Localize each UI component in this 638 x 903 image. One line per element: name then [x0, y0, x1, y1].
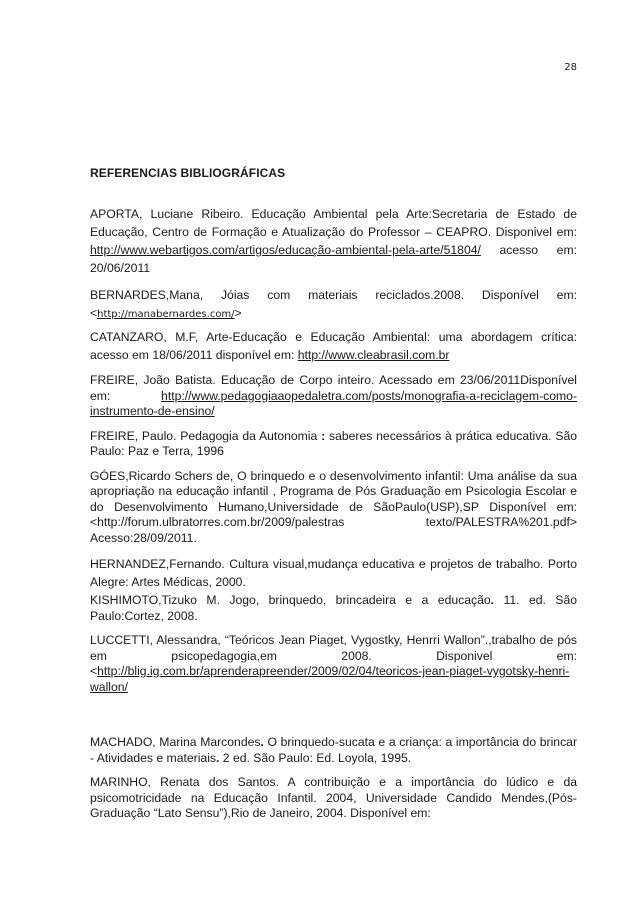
reference-hernandez: HERNANDEZ,Fernando. Cultura visual,mudança educativa e projetos de trabalho. Porto Alegre: Artes Médicas, 2000.	[90, 557, 577, 589]
references-heading: REFERENCIAS BIBLIOGRÁFICAS	[90, 166, 286, 180]
reference-goes: GÓES,Ricardo Schers de, O brinquedo e o desenvolvimento infantil: Uma análise da sua apropriação na educação infantil , Programa de Pós Graduação em Psicologia Escolar e do Desenvolvimento Humano,Universidade de SãoPaulo(USP),SP Disponível em:<http://forum.ulbratorres.com.br/2009/palestras texto/PALESTRA%201.pdf> Acesso:28/09/2011.	[90, 468, 577, 545]
reference-freire-paulo: FREIRE, Paulo. Pedagogia da Autonomia : saberes necessários à prática educativa. São Paulo: Paz e Terra, 1996	[90, 428, 578, 458]
reference-link[interactable]: http://www.webartigos.com/artigos/educação-ambiental-pela-arte/51804/	[90, 243, 481, 257]
reference-marinho: MARINHO, Renata dos Santos. A contribuição e a importância do lúdico e da psicomotricidade na Educação Infantil. 2004, Universidade Candido Mendes,(Pós-Graduação “Lato Sensu”),Rio de Janeiro, 2004. Disponível em:	[90, 775, 577, 820]
reference-link[interactable]: http://www.cleabrasil.com.br	[297, 348, 450, 362]
page-number: 28	[564, 62, 577, 73]
reference-link[interactable]: http://www.pedagogiaaopedaletra.com/posts/monografia-a-reciclagem-como-instrumento-de-ensino/	[90, 388, 577, 418]
reference-link[interactable]: http://blig.ig.com.br/aprenderapreender/2009/02/04/teoricos-jean-piaget-vygotsky-henri-wallon/	[90, 664, 570, 694]
reference-kishimoto: KISHIMOTO,Tizuko M. Jogo, brinquedo, brincadeira e a educação. 11. ed. São Paulo:Cortez, 2008.	[90, 593, 577, 623]
reference-aporta: APORTA, Luciane Ribeiro. Educação Ambiental pela Arte:Secretaria de Estado de Educação, Centro de Formação e Atualização do Professor – CEAPRO. Disponivel em: http://www.webartigos.com/artigos/educação-ambiental-pela-arte/51804/ acesso em: 20/06/2011	[90, 207, 577, 275]
reference-catanzaro: CATANZARO, M.F, Arte-Educação e Educação Ambiental: uma abordagem crítica: acesso em 18/06/2011 disponível em: http://www.cleabrasil.com.br	[90, 330, 577, 362]
reference-link[interactable]: http://manabernardes.com/	[97, 309, 235, 320]
reference-machado: MACHADO, Marina Marcondes. O brinquedo-sucata e a criança: a importância do brincar - Atividades e materiais. 2 ed. São Paulo: Ed. Loyola, 1995.	[90, 735, 577, 765]
references-list	[90, 205, 577, 831]
reference-freire-joao: FREIRE, João Batista. Educação de Corpo inteiro. Acessado em 23/06/2011Disponível em: http://www.pedagogiaaopedaletra.com/posts/monografia-a-reciclagem-como-instrumento-de-ensino/	[90, 373, 577, 418]
reference-bernardes: BERNARDES,Mana, Jóias com materiais reciclados.2008. Disponível em: <http://manabernardes.com/>	[90, 288, 577, 320]
reference-luccetti: LUCCETTI, Alessandra, “Teóricos Jean Piaget, Vygostky, Henrri Wallon”.,trabalho de pós em psicopedagogia,em 2008. Disponivel em:<http://blig.ig.com.br/aprenderapreender/2009/02/04/teoricos-jean-piaget-vygotsky-henri-wallon/	[90, 633, 577, 694]
